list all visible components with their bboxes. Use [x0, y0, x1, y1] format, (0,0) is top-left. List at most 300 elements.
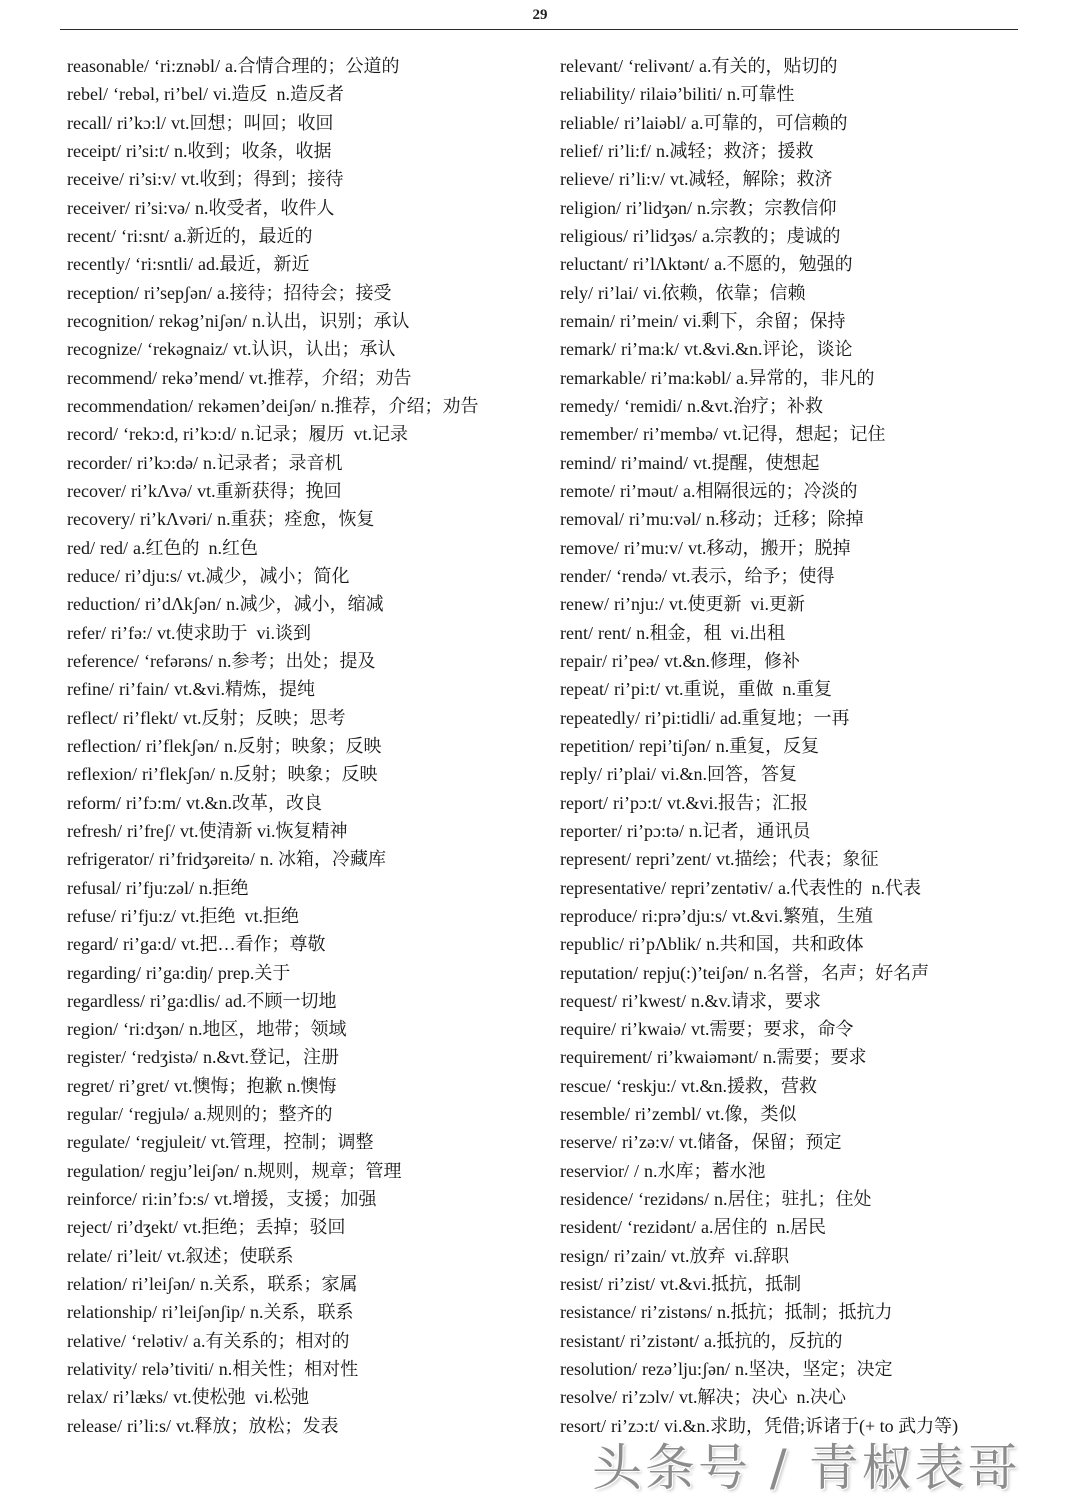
entry-word: resolve/: [560, 1387, 617, 1408]
entry-definition: n.收受者，收件人: [195, 197, 335, 218]
entry-phonetic: ri’li:s/: [127, 1415, 171, 1436]
entry-phonetic: ri’fridʒəreitə/: [158, 849, 255, 870]
entry-word: resident/: [560, 1217, 622, 1238]
entry-phonetic: ri’kΛvəri/: [140, 509, 213, 530]
vocab-entry: [67, 1213, 547, 1241]
entry-word: remind/: [560, 452, 616, 473]
entry-word: reinforce/: [67, 1189, 137, 1210]
entry-phonetic: rekəg’niʃən/: [159, 310, 247, 331]
vocab-entry: [67, 109, 547, 137]
entry-word: regard/: [67, 934, 118, 955]
entry-definition: vt.把…看作；尊敬: [181, 934, 326, 955]
entry-definition: n.宗教；宗教信仰: [697, 197, 837, 218]
entry-definition: vt.表示，给予；使得: [672, 565, 835, 586]
entry-word: recognize/: [67, 339, 142, 360]
entry-definition: n.关系，联系: [250, 1302, 354, 1323]
entry-word: red/: [67, 537, 95, 558]
entry-phonetic: ‘ri:snt/: [121, 225, 169, 246]
entry-word: refrigerator/: [67, 849, 154, 870]
entry-definition: n.相关性；相对性: [218, 1359, 359, 1380]
entry-phonetic: ‘rebəl, ri’bel/: [113, 84, 208, 105]
vocab-entry: [67, 930, 547, 958]
vocab-entry: [67, 1043, 547, 1071]
vocab-entry: [560, 1383, 1060, 1411]
entry-definition: a.合情合理的；公道的: [225, 56, 400, 76]
entry-definition: n.规则，规章；管理: [244, 1160, 402, 1181]
entry-word: reference/: [67, 650, 139, 671]
entry-phonetic: ‘relətiv/: [131, 1330, 188, 1351]
entry-phonetic: ri’li:f/: [608, 140, 652, 161]
entry-phonetic: ri’flekʃən/: [142, 764, 215, 785]
vocab-entry: [560, 902, 1060, 930]
entry-phonetic: ri’si:t/: [126, 140, 170, 161]
entry-phonetic: ‘refərəns/: [143, 650, 213, 671]
vocab-entry: [67, 760, 547, 788]
entry-phonetic: ri’mu:v/: [624, 537, 684, 558]
vocab-entry: [560, 1072, 1060, 1100]
entry-definition: n.记者，通讯员: [689, 820, 811, 841]
entry-word: resolution/: [560, 1359, 637, 1380]
entry-phonetic: ri’ma:k/: [621, 339, 679, 360]
vocab-entry: [560, 392, 1060, 420]
entry-definition: ad.重复地；一再: [720, 707, 850, 728]
entry-word: receiver/: [67, 197, 130, 218]
entry-definition: n.拒绝: [199, 877, 249, 898]
entry-definition: n.名誉，名声；好名声: [753, 962, 930, 983]
entry-phonetic: ri’si:və/: [134, 197, 190, 218]
entry-word: rebel/: [67, 84, 108, 105]
entry-word: reply/: [560, 764, 602, 785]
entry-word: refusal/: [67, 877, 121, 898]
entry-definition: a.居住的 n.居民: [701, 1217, 827, 1238]
entry-word: repeat/: [560, 679, 609, 700]
vocab-entry: [560, 137, 1060, 165]
vocab-entry: [560, 1043, 1060, 1071]
entry-definition: vt.解决；决心 n.决心: [679, 1387, 847, 1408]
entry-word: reject/: [67, 1217, 112, 1238]
vocab-column-left: [67, 52, 547, 1440]
entry-phonetic: ri’dΛkʃən/: [145, 594, 222, 615]
entry-definition: a.代表性的 n.代表: [777, 877, 921, 898]
vocab-entry: [67, 364, 547, 392]
entry-phonetic: ri’zistəns/: [641, 1302, 712, 1323]
entry-phonetic: ‘regjuleit/: [135, 1132, 206, 1153]
entry-word: reflect/: [67, 707, 118, 728]
entry-definition: vt.收到；得到；接待: [181, 169, 344, 190]
vocab-entry: [67, 1128, 547, 1156]
entry-phonetic: ri’leiʃənʃip/: [162, 1302, 245, 1323]
entry-word: residence/: [560, 1189, 633, 1210]
entry-phonetic: ri’si:v/: [128, 169, 176, 190]
vocab-entry: [67, 250, 547, 278]
entry-phonetic: ri’dʒekt/: [117, 1217, 178, 1238]
entry-definition: vi.依赖，依靠；信赖: [643, 282, 806, 303]
entry-word: reflexion/: [67, 764, 137, 785]
entry-definition: vt.反射；反映；思考: [183, 707, 346, 728]
vocab-entry: [67, 1015, 547, 1043]
entry-word: relate/: [67, 1245, 112, 1266]
entry-definition: vt.释放；放松；发表: [176, 1415, 339, 1436]
entry-phonetic: ‘remidi/: [624, 395, 682, 416]
entry-definition: n.推荐，介绍；劝告: [320, 395, 479, 416]
entry-definition: vi.&n.回答，答复: [661, 764, 798, 785]
entry-word: refer/: [67, 622, 106, 643]
vocab-entry: [560, 1100, 1060, 1128]
vocab-entry: [67, 1100, 547, 1128]
entry-word: religious/: [560, 225, 628, 246]
entry-word: resist/: [560, 1274, 603, 1295]
vocab-entry: [560, 732, 1060, 760]
vocab-entry: [67, 392, 547, 420]
entry-phonetic: ri’fɔ:m/: [126, 792, 181, 813]
entry-phonetic: ri’kwaiəmənt/: [657, 1047, 758, 1068]
entry-phonetic: ri’mein/: [620, 310, 678, 331]
entry-phonetic: ri’kɔ:l/: [117, 112, 166, 133]
vocab-entry: [67, 647, 547, 675]
entry-definition: n.&vt.登记，注册: [203, 1047, 340, 1068]
entry-definition: vt.&vi.&n.评论，谈论: [684, 339, 853, 360]
entry-phonetic: ri’leit/: [117, 1245, 162, 1266]
entry-definition: n.减轻；救济；援救: [656, 140, 814, 161]
entry-phonetic: ri’laiəbl/: [624, 112, 686, 133]
entry-definition: vt.描绘；代表；象征: [715, 849, 879, 870]
entry-phonetic: ri’læks/: [113, 1387, 169, 1408]
entry-word: repair/: [560, 650, 607, 671]
entry-definition: vt.减轻，解除；救济: [670, 169, 833, 190]
entry-phonetic: ‘relivənt/: [628, 56, 694, 76]
vocab-entry: [67, 1327, 547, 1355]
entry-word: reservior/: [560, 1160, 629, 1181]
vocab-entry: [560, 194, 1060, 222]
entry-definition: vt.&n.援救，营救: [681, 1075, 818, 1096]
vocab-entry: [560, 675, 1060, 703]
vocab-entry: [67, 1072, 547, 1100]
entry-word: remark/: [560, 339, 616, 360]
entry-definition: a.宗教的；虔诚的: [702, 225, 841, 246]
entry-word: resign/: [560, 1245, 609, 1266]
vocab-entry: [67, 590, 547, 618]
vocab-entry: [560, 420, 1060, 448]
entry-word: refresh/: [67, 820, 122, 841]
vocab-entry: [560, 165, 1060, 193]
entry-word: resistance/: [560, 1302, 636, 1323]
vocab-entry: [67, 1412, 547, 1440]
entry-word: repeatedly/: [560, 707, 640, 728]
entry-phonetic: ri’kΛvə/: [131, 480, 193, 501]
vocab-entry: [560, 619, 1060, 647]
entry-definition: vt.懊悔；抱歉 n.懊悔: [174, 1075, 337, 1096]
vocab-entry: [560, 1213, 1060, 1241]
entry-definition: vt.拒绝 vt.拒绝: [181, 905, 300, 926]
entry-phonetic: ri’kwaiə/: [621, 1019, 686, 1040]
entry-phonetic: ri’ga:dlis/: [150, 990, 220, 1011]
entry-definition: vt.&vi.精炼，提纯: [174, 679, 316, 700]
entry-definition: n.重获；痊愈，恢复: [217, 509, 375, 530]
entry-phonetic: ‘ri:sntli/: [135, 254, 193, 275]
entry-phonetic: ri’zembl/: [635, 1104, 701, 1125]
entry-definition: n.反射；映象；反映: [224, 735, 382, 756]
entry-word: rent/: [560, 622, 593, 643]
entry-definition: n.参考；出处；提及: [217, 650, 376, 671]
entry-phonetic: rilaiə’biliti/: [640, 84, 722, 105]
entry-definition: a.有关的，贴切的: [699, 56, 838, 76]
entry-word: resistant/: [560, 1330, 625, 1351]
entry-word: release/: [67, 1415, 122, 1436]
entry-definition: a.不愿的，勉强的: [714, 254, 853, 275]
vocab-entry: [560, 307, 1060, 335]
entry-phonetic: /: [634, 1160, 640, 1181]
vocab-entry: [67, 1355, 547, 1383]
entry-definition: n.坚决，坚定；决定: [735, 1359, 893, 1380]
vocab-entry: [67, 959, 547, 987]
entry-definition: n.共和国，共和政体: [706, 934, 864, 955]
entry-word: regular/: [67, 1104, 123, 1125]
entry-word: region/: [67, 1019, 118, 1040]
entry-definition: vt.管理，控制；调整: [211, 1132, 374, 1153]
entry-word: relative/: [67, 1330, 126, 1351]
entry-definition: a.异常的，非凡的: [736, 367, 875, 388]
entry-definition: ad.不顾一切地: [225, 990, 337, 1011]
entry-definition: n.租金，租 vi.出租: [636, 622, 786, 643]
entry-phonetic: ri’zain/: [614, 1245, 667, 1266]
entry-word: repetition/: [560, 735, 634, 756]
entry-word: renew/: [560, 594, 609, 615]
entry-phonetic: ‘rendə/: [616, 565, 667, 586]
entry-word: remember/: [560, 424, 638, 445]
entry-definition: vt.推荐，介绍；劝告: [249, 367, 412, 388]
vocab-entry: [67, 420, 547, 448]
vocab-entry: [67, 335, 547, 363]
entry-definition: vt.重新获得；挽回: [197, 480, 342, 501]
entry-phonetic: ri’plai/: [607, 764, 657, 785]
entry-definition: vt.拒绝；丢掉；驳回: [183, 1217, 346, 1238]
entry-phonetic: repri’zentətiv/: [670, 877, 773, 898]
vocab-entry: [560, 449, 1060, 477]
entry-phonetic: ri’leiʃən/: [132, 1274, 195, 1295]
vocab-entry: [67, 165, 547, 193]
entry-definition: vt.使求助于 vi.谈到: [157, 622, 312, 643]
entry-phonetic: ‘rekəgnaiz/: [146, 339, 228, 360]
vocab-entry: [67, 874, 547, 902]
entry-word: regret/: [67, 1075, 114, 1096]
entry-phonetic: ‘ri:znəbl/: [154, 56, 220, 76]
vocab-entry: [560, 562, 1060, 590]
entry-definition: n.地区，地带；领域: [189, 1019, 347, 1040]
entry-definition: n. 冰箱，冷藏库: [259, 849, 386, 870]
entry-definition: vt.叙述；使联系: [167, 1245, 294, 1266]
entry-word: removal/: [560, 509, 624, 530]
entry-definition: vi.剩下，余留；保持: [683, 310, 846, 331]
entry-definition: a.接待；招待会；接受: [217, 282, 392, 303]
entry-phonetic: ‘redʒistə/: [131, 1047, 198, 1068]
vocab-entry: [560, 335, 1060, 363]
entry-phonetic: ri’zɔ:t/: [611, 1415, 659, 1436]
vocab-entry: [67, 704, 547, 732]
entry-word: regulation/: [67, 1160, 145, 1181]
vocab-entry: [560, 279, 1060, 307]
entry-phonetic: ‘rezidəns/: [638, 1189, 709, 1210]
entry-phonetic: repju(:)’teiʃən/: [643, 962, 749, 983]
entry-phonetic: ri’fain/: [119, 679, 169, 700]
vocab-entry: [560, 1298, 1060, 1326]
vocab-entry: [560, 987, 1060, 1015]
entry-phonetic: ri’mu:vəl/: [629, 509, 701, 530]
entry-phonetic: ri’flekt/: [123, 707, 178, 728]
entry-word: relevant/: [560, 56, 623, 76]
vocab-entry: [560, 1327, 1060, 1355]
entry-word: refuse/: [67, 905, 116, 926]
entry-word: requirement/: [560, 1047, 652, 1068]
entry-phonetic: ri’li:v/: [619, 169, 665, 190]
vocab-entry: [560, 250, 1060, 278]
vocab-entry: [67, 80, 547, 108]
vocab-entry: [67, 137, 547, 165]
entry-definition: n.重复，反复: [715, 735, 820, 756]
entry-phonetic: red/: [100, 537, 128, 558]
entry-definition: a.新近的，最近的: [174, 225, 313, 246]
entry-definition: a.有关系的；相对的: [193, 1330, 350, 1351]
vocab-entry: [67, 1185, 547, 1213]
entry-word: republic/: [560, 934, 624, 955]
entry-definition: vt.需要；要求，命令: [691, 1019, 854, 1040]
vocab-entry: [67, 505, 547, 533]
entry-phonetic: ri’dju:s/: [125, 565, 182, 586]
vocab-entry: [560, 1128, 1060, 1156]
watermark: 头条号 / 青椒表哥: [592, 1439, 1021, 1497]
entry-definition: n.移动；迁移；除掉: [706, 509, 864, 530]
vocab-entry: [560, 1185, 1060, 1213]
entry-phonetic: ri’fju:zəl/: [126, 877, 194, 898]
entry-phonetic: ri’zist/: [608, 1274, 656, 1295]
entry-word: relax/: [67, 1387, 108, 1408]
entry-phonetic: repi’tiʃən/: [639, 735, 711, 756]
vocab-entry: [560, 80, 1060, 108]
entry-word: require/: [560, 1019, 616, 1040]
entry-definition: n.记录；履历 vt.记录: [240, 424, 408, 445]
entry-word: record/: [67, 424, 118, 445]
entry-phonetic: ri’məut/: [620, 480, 678, 501]
vocab-entry: [67, 1157, 547, 1185]
vocab-entry: [67, 534, 547, 562]
entry-phonetic: ri’pi:t/: [614, 679, 660, 700]
entry-definition: vt.使清新 vi.恢复精神: [180, 820, 348, 841]
vocab-entry: [560, 52, 1060, 80]
entry-phonetic: ri’zɔlv/: [622, 1387, 674, 1408]
page-number: 29: [532, 7, 548, 23]
entry-phonetic: ‘ri:dʒən/: [123, 1019, 185, 1040]
entry-phonetic: ri’lΛktənt/: [633, 254, 710, 275]
entry-word: relief/: [560, 140, 603, 161]
entry-definition: vt.使松弛 vi.松弛: [173, 1387, 310, 1408]
entry-word: refine/: [67, 679, 114, 700]
vocab-entry: [67, 307, 547, 335]
entry-word: reporter/: [560, 820, 622, 841]
entry-definition: n.&vt.治疗；补救: [687, 395, 824, 416]
entry-word: reliability/: [560, 84, 635, 105]
entry-word: reluctant/: [560, 254, 628, 275]
entry-phonetic: ri’ga:d/: [123, 934, 176, 955]
entry-word: remarkable/: [560, 367, 646, 388]
entry-definition: prep.关于: [217, 962, 291, 983]
entry-word: reflection/: [67, 735, 141, 756]
entry-word: reliable/: [560, 112, 619, 133]
vocab-entry: [67, 1270, 547, 1298]
entry-word: rescue/: [560, 1075, 611, 1096]
vocab-entry: [560, 647, 1060, 675]
vocab-entry: [67, 477, 547, 505]
entry-phonetic: ri’maind/: [621, 452, 689, 473]
entry-phonetic: relə’tiviti/: [142, 1359, 214, 1380]
vocab-entry: [560, 874, 1060, 902]
entry-definition: n.居住；驻扎；住处: [714, 1189, 872, 1210]
entry-definition: n.需要；要求: [763, 1047, 867, 1068]
vocab-column-right: [560, 52, 1060, 1440]
entry-word: regulate/: [67, 1132, 130, 1153]
vocab-entry: [560, 222, 1060, 250]
vocab-entry: [560, 930, 1060, 958]
entry-word: reception/: [67, 282, 139, 303]
entry-phonetic: repri’zent/: [636, 849, 711, 870]
entry-phonetic: ri’zə:v/: [622, 1132, 674, 1153]
vocab-entry: [560, 760, 1060, 788]
vocab-entry: [67, 449, 547, 477]
entry-definition: vt.提醒，使想起: [693, 452, 820, 473]
entry-word: reduce/: [67, 565, 120, 586]
entry-phonetic: rent/: [598, 622, 632, 643]
entry-phonetic: ri’freʃ/: [127, 820, 175, 841]
entry-phonetic: regju’leiʃən/: [150, 1160, 239, 1181]
entry-definition: ad.最近，新近: [198, 254, 310, 275]
entry-phonetic: ri’ma:kəbl/: [650, 367, 731, 388]
entry-phonetic: rekə’mend/: [162, 367, 244, 388]
entry-phonetic: ri’lidʒəs/: [633, 225, 698, 246]
entry-word: resemble/: [560, 1104, 630, 1125]
entry-definition: vt.&n.改革，改良: [186, 792, 323, 813]
entry-word: religion/: [560, 197, 621, 218]
entry-word: representative/: [560, 877, 666, 898]
entry-phonetic: ri’sepʃən/: [144, 282, 212, 303]
entry-definition: n.认出，识别；承认: [252, 310, 410, 331]
entry-phonetic: ri’fə:/: [111, 622, 152, 643]
entry-definition: n.可靠性: [727, 84, 795, 105]
entry-definition: vt.&n.修理，修补: [664, 650, 801, 671]
vocab-entry: [560, 959, 1060, 987]
entry-word: regardless/: [67, 990, 145, 1011]
entry-word: represent/: [560, 849, 631, 870]
entry-word: recorder/: [67, 452, 132, 473]
entry-word: reduction/: [67, 594, 140, 615]
vocab-entry: [560, 505, 1060, 533]
entry-phonetic: ri’pɔ:tə/: [627, 820, 684, 841]
entry-word: reserve/: [560, 1132, 617, 1153]
vocab-entry: [560, 1242, 1060, 1270]
vocab-entry: [560, 1015, 1060, 1043]
entry-phonetic: ‘rezidənt/: [627, 1217, 696, 1238]
entry-word: recover/: [67, 480, 126, 501]
entry-definition: vt.减少，减小；简化: [187, 565, 350, 586]
entry-phonetic: ri’pɔ:t/: [613, 792, 662, 813]
entry-word: remote/: [560, 480, 615, 501]
entry-definition: vt.增援，支援；加强: [214, 1189, 377, 1210]
entry-phonetic: ri’flekʃən/: [146, 735, 219, 756]
entry-definition: n.反射；映象；反映: [220, 764, 378, 785]
entry-word: relativity/: [67, 1359, 137, 1380]
vocab-entry: [67, 789, 547, 817]
entry-word: receipt/: [67, 140, 121, 161]
entry-definition: a.抵抗的，反抗的: [704, 1330, 843, 1351]
entry-word: recommend/: [67, 367, 157, 388]
entry-phonetic: ri’pΛblik/: [629, 934, 702, 955]
